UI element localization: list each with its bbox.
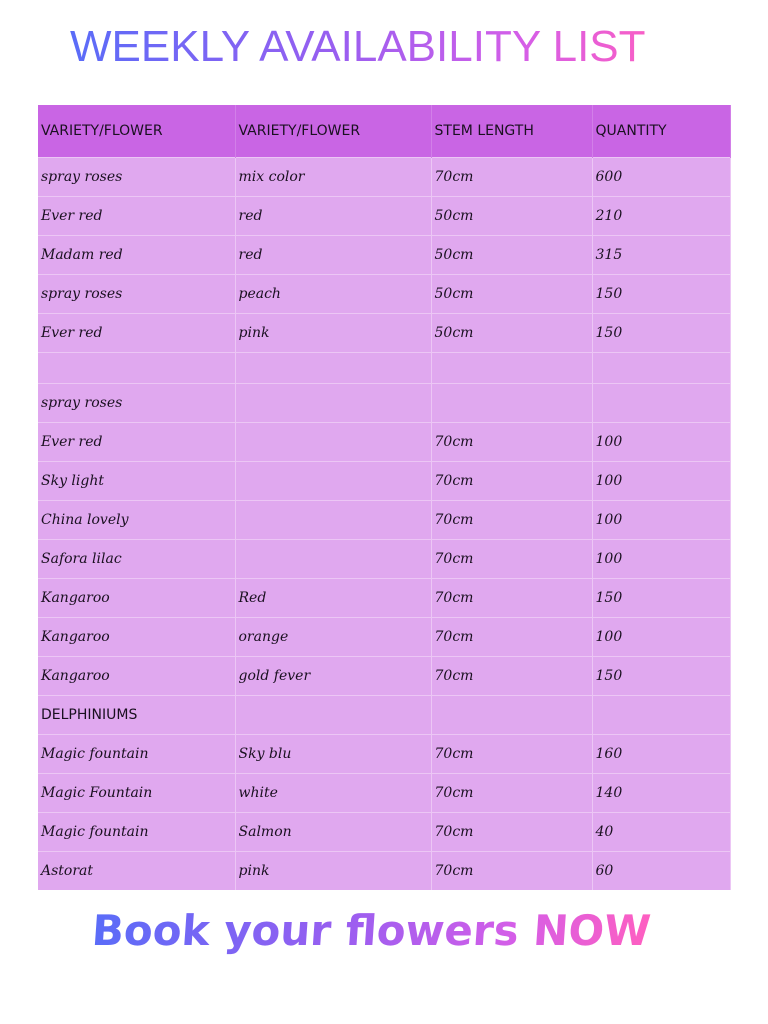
cell-quantity: 150 (592, 657, 730, 696)
cell-quantity: 315 (592, 236, 730, 275)
cell-stem-length: 70cm (431, 462, 592, 501)
cell-stem-length: 50cm (431, 197, 592, 236)
table-row (38, 774, 730, 813)
cell-quantity: 60 (592, 852, 730, 891)
table-row (38, 384, 730, 423)
cell-color: Red (235, 579, 431, 618)
cell-stem-length: 70cm (431, 735, 592, 774)
cell-quantity (592, 353, 730, 384)
cell-quantity: 100 (592, 618, 730, 657)
book-now-banner: Book your flowers NOW !! (90, 906, 706, 955)
cell-variety: Kangaroo (38, 579, 235, 618)
cell-quantity (592, 696, 730, 735)
table-row (38, 197, 730, 236)
cell-variety: Safora lilac (38, 540, 235, 579)
cell-stem-length: 70cm (431, 579, 592, 618)
cell-variety: Magic fountain (38, 813, 235, 852)
cell-stem-length: 70cm (431, 618, 592, 657)
cell-color: mix color (235, 158, 431, 197)
cell-quantity: 150 (592, 275, 730, 314)
cell-color: red (235, 236, 431, 275)
cell-quantity: 160 (592, 735, 730, 774)
cell-color: red (235, 197, 431, 236)
cell-quantity: 100 (592, 501, 730, 540)
cell-variety: Magic Fountain (38, 774, 235, 813)
table-row (38, 501, 730, 540)
cell-quantity: 40 (592, 813, 730, 852)
cell-variety: spray roses (38, 158, 235, 197)
cell-stem-length: 70cm (431, 657, 592, 696)
column-header-stem-length: STEM LENGTH (431, 105, 592, 158)
cell-color: white (235, 774, 431, 813)
cell-variety (38, 353, 235, 384)
cell-stem-length (431, 353, 592, 384)
cell-color (235, 384, 431, 423)
cell-variety: Ever red (38, 423, 235, 462)
cell-variety: Sky light (38, 462, 235, 501)
cell-color (235, 696, 431, 735)
cell-stem-length: 70cm (431, 813, 592, 852)
page-title: WEEKLY AVAILABILITY LIST (70, 22, 670, 72)
table-header-row (38, 105, 730, 158)
table-row (38, 813, 730, 852)
cell-stem-length: 70cm (431, 852, 592, 891)
cell-variety: China lovely (38, 501, 235, 540)
cell-color (235, 353, 431, 384)
cell-stem-length: 70cm (431, 774, 592, 813)
availability-table (38, 105, 731, 890)
cell-quantity: 100 (592, 462, 730, 501)
cell-stem-length (431, 384, 592, 423)
table-row (38, 462, 730, 501)
cell-variety: Kangaroo (38, 657, 235, 696)
cell-variety: spray roses (38, 384, 235, 423)
cell-color: peach (235, 275, 431, 314)
cell-color (235, 423, 431, 462)
cell-color: orange (235, 618, 431, 657)
cell-stem-length: 70cm (431, 540, 592, 579)
cell-color (235, 501, 431, 540)
table-row (38, 314, 730, 353)
cell-color: pink (235, 314, 431, 353)
cell-color: pink (235, 852, 431, 891)
cell-color: gold fever (235, 657, 431, 696)
cell-variety: Magic fountain (38, 735, 235, 774)
cell-variety: Astorat (38, 852, 235, 891)
table-row (38, 735, 730, 774)
cell-quantity: 150 (592, 314, 730, 353)
cell-quantity (592, 384, 730, 423)
cell-variety: Ever red (38, 197, 235, 236)
cell-variety: Kangaroo (38, 618, 235, 657)
table-row (38, 852, 730, 891)
cell-variety: DELPHINIUMS (38, 696, 235, 735)
cell-variety: Madam red (38, 236, 235, 275)
table-row (38, 158, 730, 197)
cell-color: Sky blu (235, 735, 431, 774)
cell-color (235, 540, 431, 579)
cell-stem-length: 70cm (431, 501, 592, 540)
cell-stem-length: 70cm (431, 423, 592, 462)
table-row (38, 657, 730, 696)
table-row (38, 275, 730, 314)
cell-variety: spray roses (38, 275, 235, 314)
column-header-variety-2: VARIETY/FLOWER (235, 105, 431, 158)
table-row (38, 618, 730, 657)
table-row (38, 579, 730, 618)
cell-quantity: 100 (592, 540, 730, 579)
cell-color: Salmon (235, 813, 431, 852)
cell-quantity: 100 (592, 423, 730, 462)
table-row (38, 696, 730, 735)
cell-quantity: 600 (592, 158, 730, 197)
cell-variety: Ever red (38, 314, 235, 353)
cell-stem-length (431, 696, 592, 735)
cell-stem-length: 50cm (431, 275, 592, 314)
table-row (38, 236, 730, 275)
table-row (38, 353, 730, 384)
column-header-quantity: QUANTITY (592, 105, 730, 158)
table-row (38, 540, 730, 579)
cell-quantity: 150 (592, 579, 730, 618)
cell-stem-length: 50cm (431, 314, 592, 353)
table-row (38, 423, 730, 462)
column-header-variety: VARIETY/FLOWER (38, 105, 235, 158)
cell-stem-length: 50cm (431, 236, 592, 275)
cell-quantity: 210 (592, 197, 730, 236)
cell-stem-length: 70cm (431, 158, 592, 197)
cell-color (235, 462, 431, 501)
cell-quantity: 140 (592, 774, 730, 813)
